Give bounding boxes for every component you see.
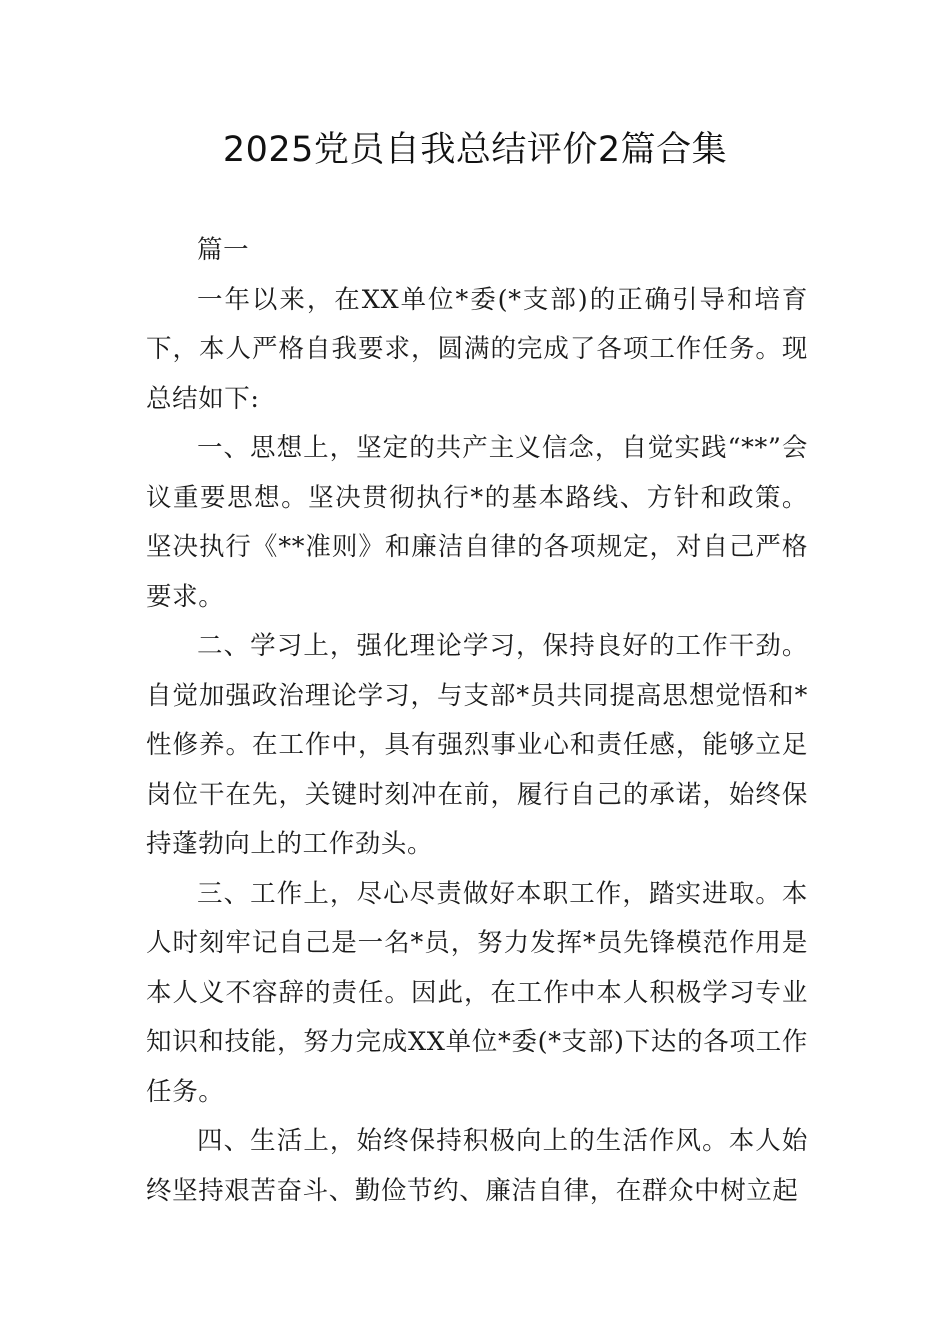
document-body <box>146 226 808 1216</box>
paragraph-life: 四、生活上，始终保持积极向上的生活作风。本人始终坚持艰苦奋斗、勤俭节约、廉洁自律，在群众中树立起 <box>146 1126 808 1206</box>
document-title: 2025党员自我总结评价2篇合集 <box>222 130 728 170</box>
paragraph-intro: 一年以来，在XX单位*委(*支部)的正确引导和培育下，本人严格自我要求，圆满的完成了各项工作任务。现总结如下: <box>146 284 808 414</box>
paragraph-work: 三、工作上，尽心尽责做好本职工作，踏实进取。本人时刻牢记自己是一名*员，努力发挥*员先锋模范作用是本人义不容辞的责任。因此，在工作中本人积极学习专业知识和技能，努力完成XX单位*委(*支部)下达的各项工作任务。 <box>146 878 808 1107</box>
section-label: 篇一 <box>197 235 250 265</box>
paragraph-study: 二、学习上，强化理论学习，保持良好的工作干劲。自觉加强政治理论学习，与支部*员共同提高思想觉悟和*性修养。在工作中，具有强烈事业心和责任感，能够立足岗位干在先，关键时刻冲在前，履行自己的承诺，始终保持蓬勃向上的工作劲头。 <box>146 631 808 859</box>
paragraph-ideology: 一、思想上，坚定的共产主义信念，自觉实践“**”会议重要思想。坚决贯彻执行*的基本路线、方针和政策。坚决执行《**准则》和廉洁自律的各项规定，对自己严格要求。 <box>146 433 808 612</box>
